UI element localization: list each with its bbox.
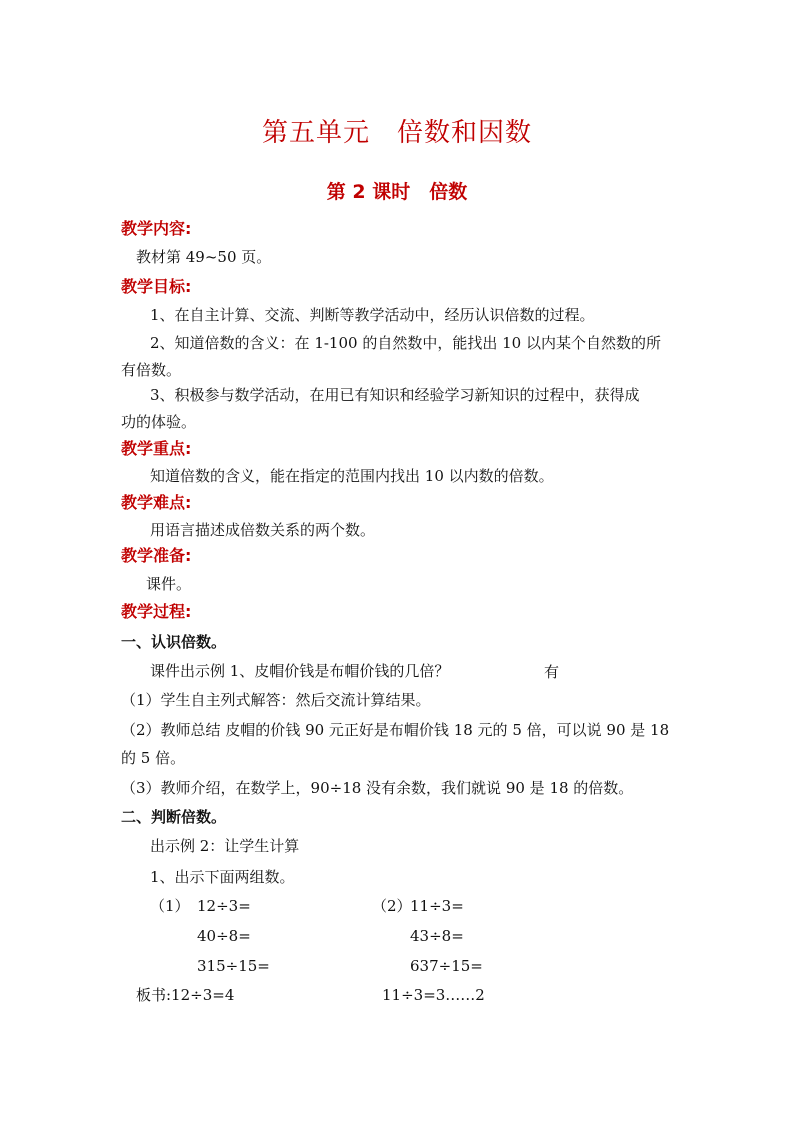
group-1-item: 40÷8= [197,927,251,945]
part-2-heading: 二、判断倍数。 [121,808,227,826]
document-title: 第五单元 倍数和因数 [261,118,532,148]
part-2-line-2: 1、出示下面两组数。 [150,868,295,886]
part-1-line-3a: （2）教师总结 皮帽的价钱 90 元正好是布帽价钱 18 元的 5 倍，可以说 90 是 18 [121,721,670,739]
content-text: 教材第 49~50 页。 [136,248,272,266]
part-1-line-3b: 的 5 倍。 [121,749,186,767]
part-1-line-1: 课件出示例 1、皮帽价钱是布帽价钱的几倍？ [150,662,450,680]
process-heading: 教学过程: [121,602,192,621]
part-2-line-1: 出示例 2：让学生计算 [150,837,300,855]
goals-heading: 教学目标: [121,277,192,296]
goal-2-line-2: 有倍数。 [121,361,182,379]
goal-1: 1、在自主计算、交流、判断等教学活动中，经历认识倍数的过程。 [150,306,595,324]
board-note-right: 11÷3=3……2 [382,986,485,1004]
preparation-heading: 教学准备: [121,546,192,565]
key-points-heading: 教学重点: [121,439,192,458]
difficulty-text: 用语言描述成倍数关系的两个数。 [150,521,376,539]
difficulty-heading: 教学难点: [121,493,192,512]
goal-3-line-1: 3、积极参与数学活动，在用已有知识和经验学习新知识的过程中，获得成 [150,386,640,404]
group-2-item: 11÷3= [410,897,464,915]
group-2-item: 637÷15= [410,957,483,975]
part-1-line-4: （3）教师介绍，在数学上，90÷18 没有余数，我们就说 90 是 18 的倍数。 [121,779,634,797]
content-heading: 教学内容: [121,219,192,238]
preparation-text: 课件。 [146,575,192,593]
part-1-heading: 一、认识倍数。 [121,633,227,651]
part-1-line-2: （1）学生自主列式解答：然后交流计算结果。 [121,691,431,709]
group-2-item: 43÷8= [410,927,464,945]
key-points-text: 知道倍数的含义，能在指定的范围内找出 10 以内数的倍数。 [150,467,554,485]
group-1-label: （1） [150,897,190,915]
group-1-item: 315÷15= [197,957,270,975]
group-1-item: 12÷3= [197,897,251,915]
group-2-label: （2） [372,897,412,915]
lesson-subtitle: 第 2 课时 倍数 [326,181,468,203]
goal-3-line-2: 功的体验。 [121,413,197,431]
part-1-stray-char: 有 [544,663,560,681]
goal-2-line-1: 2、知道倍数的含义：在 1-100 的自然数中，能找出 10 以内某个自然数的所 [150,334,661,352]
board-note-left: 板书:12÷3=4 [136,986,235,1004]
